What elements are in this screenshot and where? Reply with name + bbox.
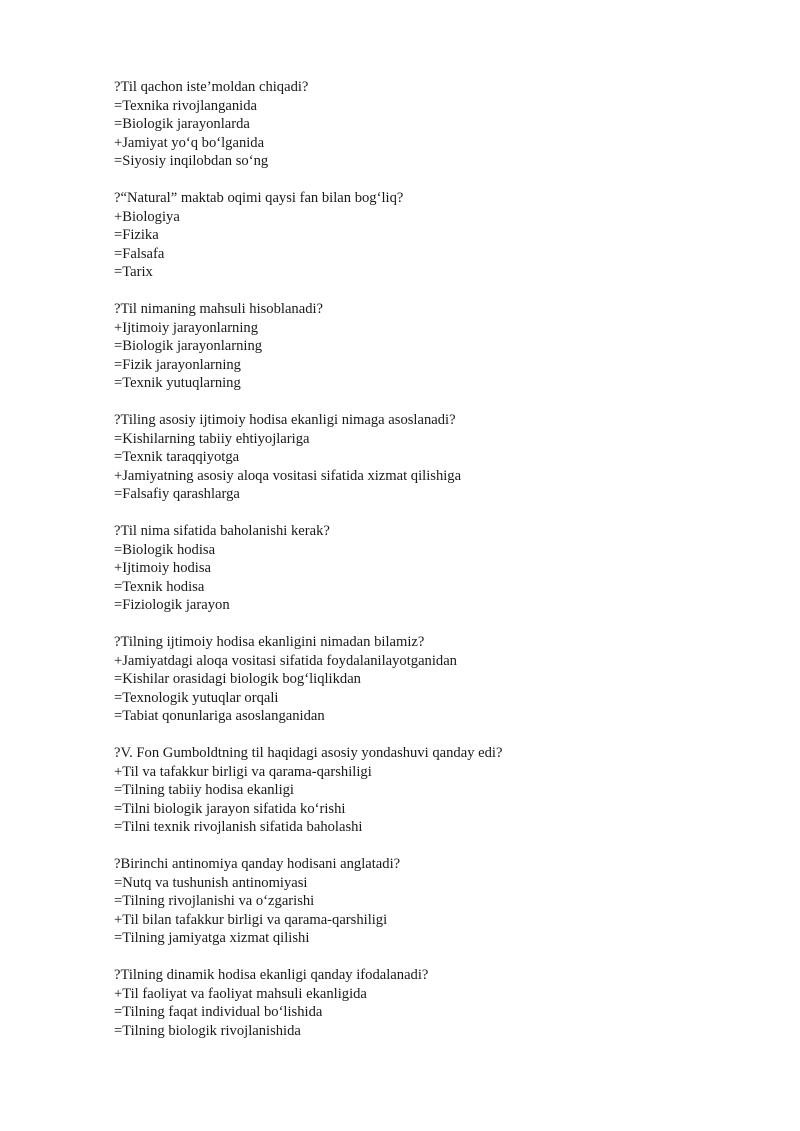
answer-option: +Til faoliyat va faoliyat mahsuli ekanligida [114, 985, 367, 1002]
question-text: ?Tilning ijtimoiy hodisa ekanligini nimadan bilamiz? [114, 634, 425, 650]
answer-option: +Ijtimoiy jarayonlarning [114, 319, 258, 336]
answer-option: =Fizika [114, 227, 159, 243]
answer-option: =Falsafa [114, 245, 165, 262]
question-text: ?V. Fon Gumboldtning til haqidagi asosiy yondashuvi qanday edi? [114, 745, 503, 761]
answer-option: =Tilni biologik jarayon sifatida ko‘rishi [114, 800, 346, 817]
quiz-content [114, 78, 754, 1059]
question-text: ?Tiling asosiy ijtimoiy hodisa ekanligi nimaga asoslanadi? [114, 412, 456, 428]
answer-option: =Texnologik yutuqlar orqali [114, 689, 279, 706]
answer-option: =Fiziologik jarayon [114, 597, 230, 613]
answer-option: =Tilning biologik rivojlanishida [114, 1022, 301, 1039]
question-block [114, 189, 754, 282]
question-block [114, 633, 754, 726]
answer-option: +Jamiyatdagi aloqa vositasi sifatida foydalanilayotganidan [114, 652, 457, 669]
answer-option: =Tilning faqat individual bo‘lishida [114, 1004, 323, 1020]
answer-option: =Nutq va tushunish antinomiyasi [114, 874, 308, 891]
answer-option: +Ijtimoiy hodisa [114, 560, 212, 576]
answer-option: =Texnik yutuqlarning [114, 375, 241, 391]
question-text: ?Til nima sifatida baholanishi kerak? [114, 523, 330, 539]
answer-option: =Tilning rivojlanishi va o‘zgarishi [114, 893, 315, 909]
answer-option: =Texnik hodisa [114, 578, 205, 595]
answer-option: =Tarix [114, 264, 153, 280]
answer-option: =Tilni texnik rivojlanish sifatida baholashi [114, 819, 363, 835]
answer-option: +Til bilan tafakkur birligi va qarama-qarshiligi [114, 911, 388, 928]
answer-option: =Biologik jarayonlarning [114, 338, 263, 354]
answer-option: =Siyosiy inqilobdan so‘ng [114, 153, 269, 169]
answer-option: +Til va tafakkur birligi va qarama-qarshiligi [114, 763, 372, 780]
question-block [114, 855, 754, 948]
answer-option: =Tabiat qonunlariga asoslanganidan [114, 708, 325, 724]
question-block [114, 78, 754, 171]
answer-option: =Falsafiy qarashlarga [114, 486, 240, 502]
answer-option: =Texnika rivojlanganida [114, 97, 257, 114]
answer-option: =Kishilarning tabiiy ehtiyojlariga [114, 430, 310, 447]
answer-option: =Texnik taraqqiyotga [114, 449, 240, 465]
question-text: ?Til qachon iste’moldan chiqadi? [114, 79, 309, 95]
answer-option: =Biologik jarayonlarda [114, 116, 250, 132]
answer-option: =Fizik jarayonlarning [114, 356, 241, 373]
question-block [114, 522, 754, 615]
question-block [114, 411, 754, 504]
question-text: ?Tilning dinamik hodisa ekanligi qanday ifodalanadi? [114, 967, 429, 983]
question-text: ?Birinchi antinomiya qanday hodisani anglatadi? [114, 856, 401, 872]
answer-option: =Kishilar orasidagi biologik bog‘liqlikdan [114, 671, 361, 687]
answer-option: +Biologiya [114, 208, 180, 225]
answer-option: =Tilning tabiiy hodisa ekanligi [114, 782, 294, 798]
question-block [114, 744, 754, 837]
question-text: ?“Natural” maktab oqimi qaysi fan bilan bog‘liq? [114, 190, 404, 206]
answer-option: =Biologik hodisa [114, 541, 216, 558]
answer-option: +Jamiyat yo‘q bo‘lganida [114, 134, 265, 151]
question-block [114, 966, 754, 1040]
answer-option: =Tilning jamiyatga xizmat qilishi [114, 930, 310, 946]
question-block [114, 300, 754, 393]
answer-option: +Jamiyatning asosiy aloqa vositasi sifatida xizmat qilishiga [114, 467, 462, 484]
question-text: ?Til nimaning mahsuli hisoblanadi? [114, 301, 324, 317]
